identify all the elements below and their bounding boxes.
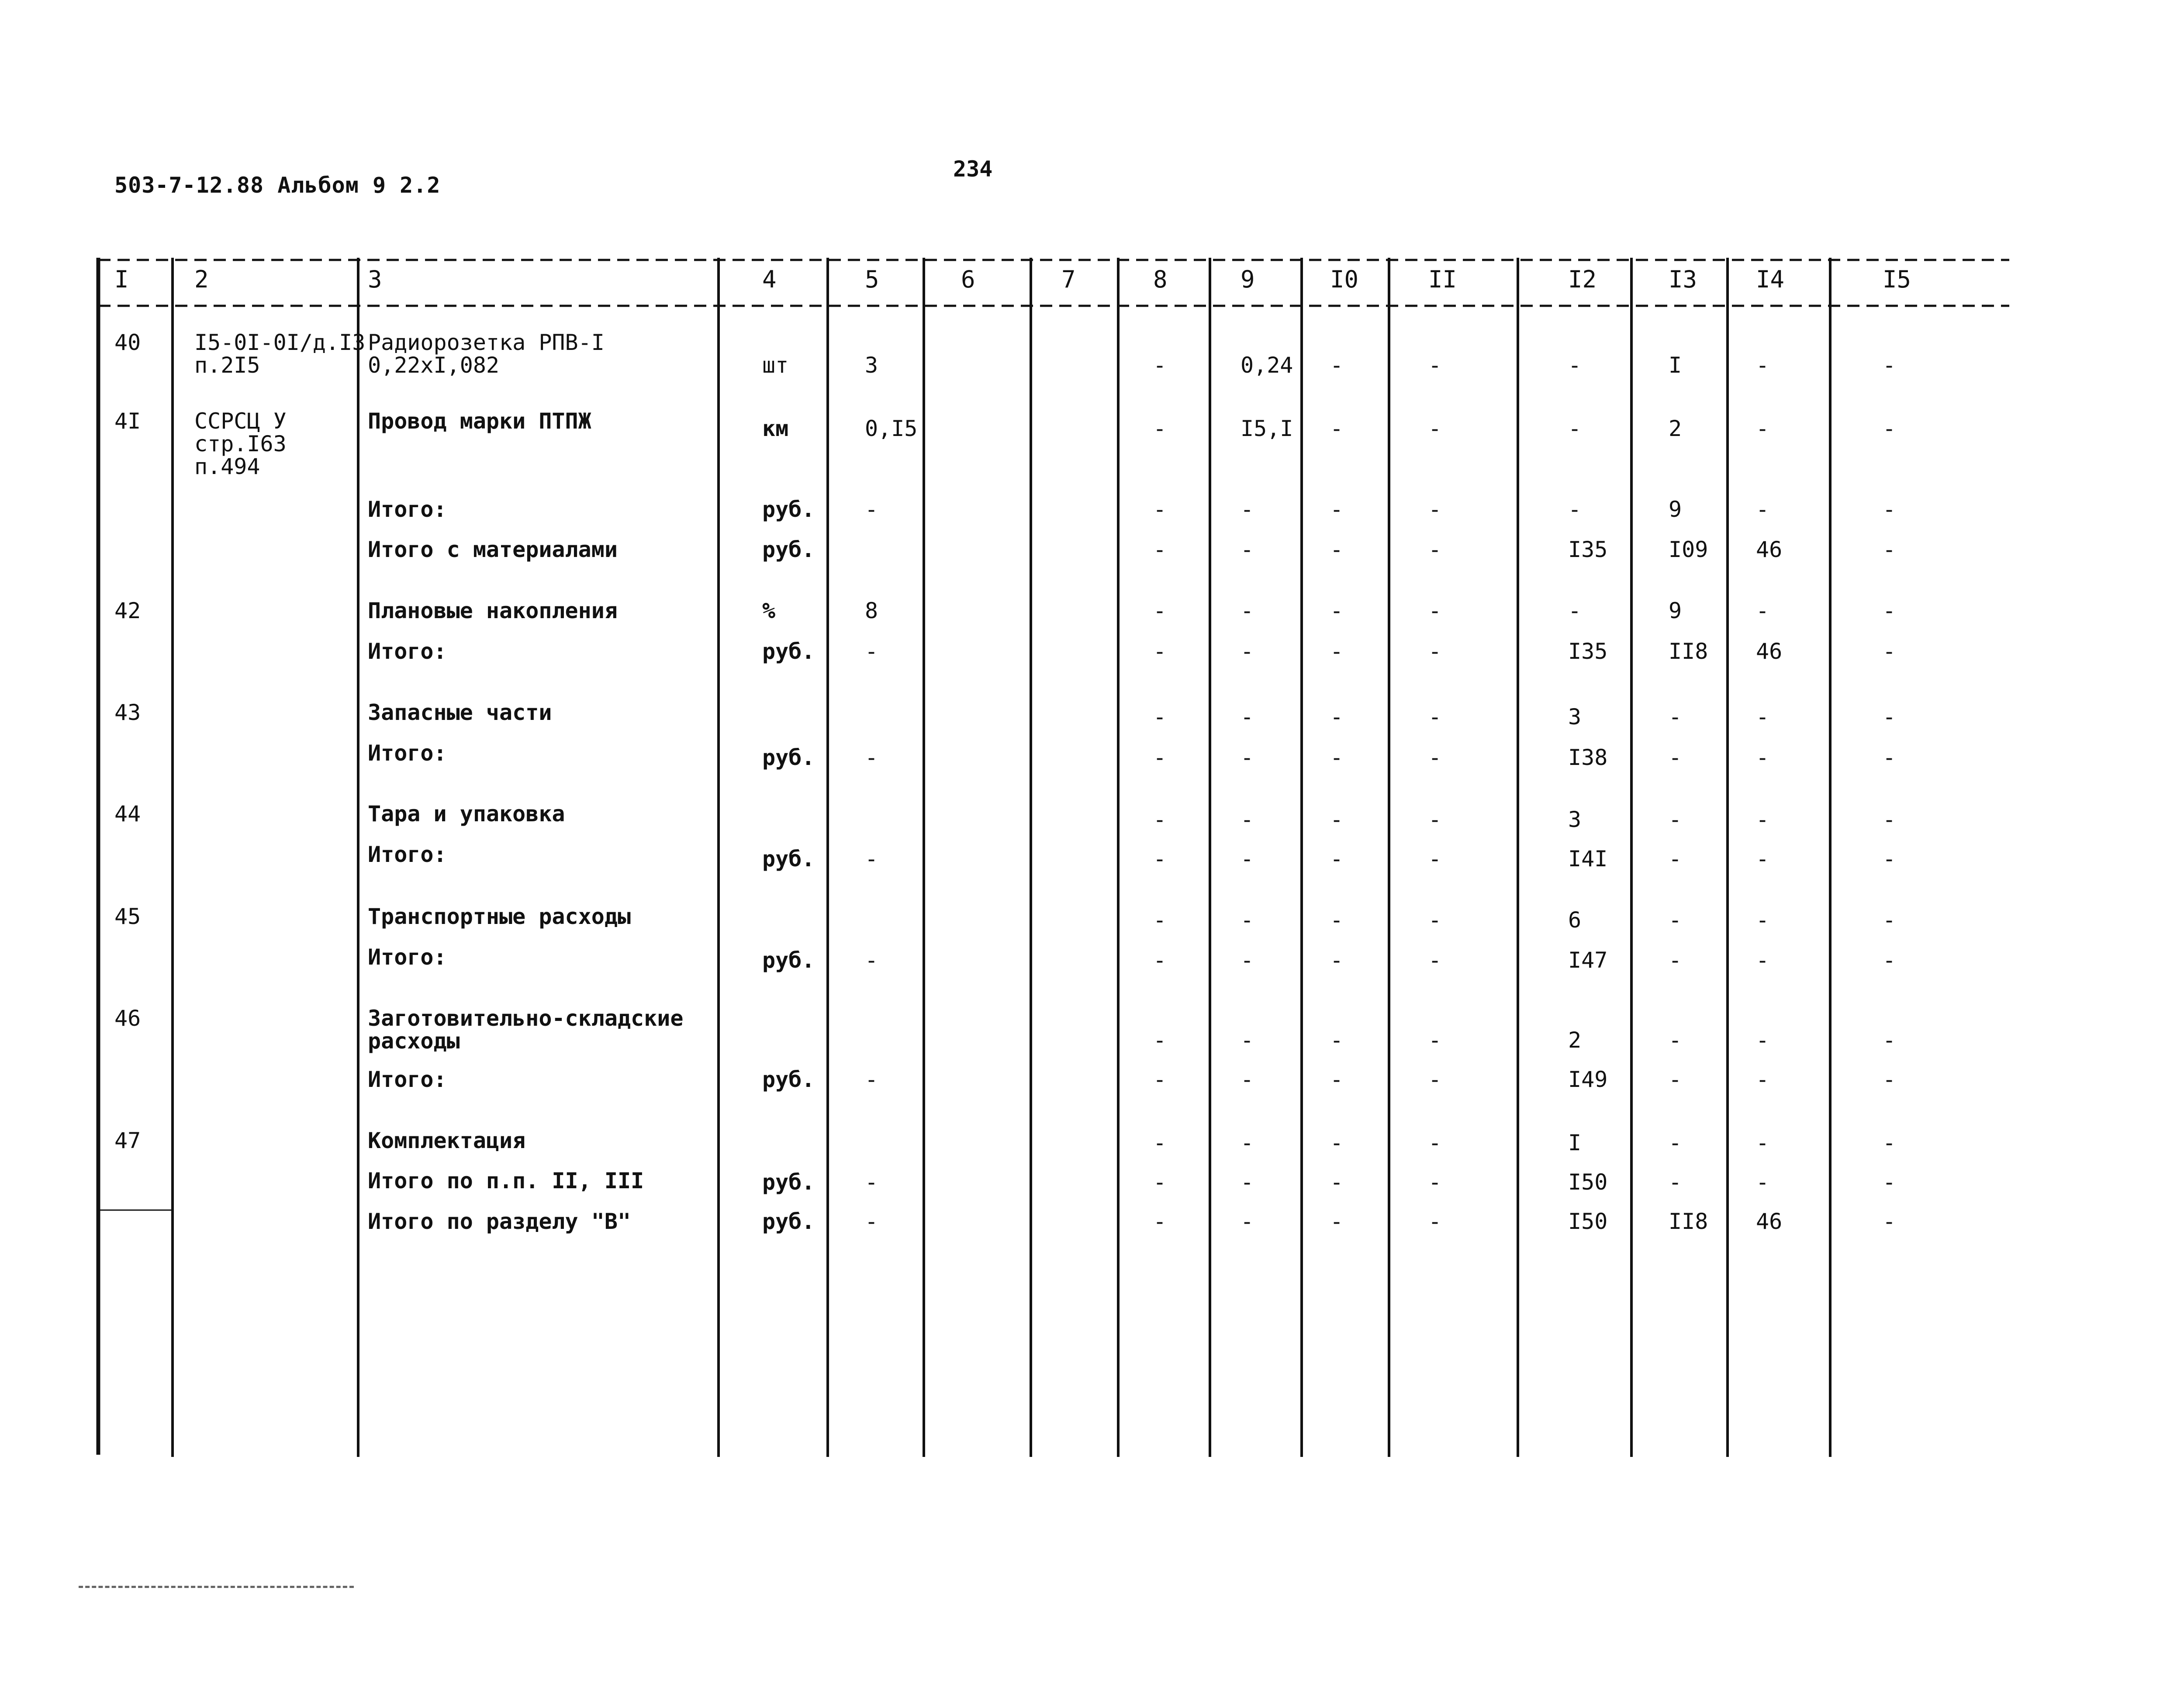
table-row-9-no: 44 xyxy=(114,801,141,827)
table-row-5-c14: - xyxy=(1756,598,1769,623)
table-row-4-c15: - xyxy=(1883,537,1896,562)
table-row-5-c5: 8 xyxy=(865,598,878,623)
table-row-1-c8: - xyxy=(1153,353,1167,378)
table-row-4-c14: 46 xyxy=(1756,537,1783,562)
table-row-10-c13: - xyxy=(1669,846,1682,872)
table-row-6-c11: - xyxy=(1428,639,1442,664)
table-row-13-c11: - xyxy=(1428,1027,1442,1053)
table-row-12-c5: - xyxy=(865,948,878,973)
table-row-3-c11: - xyxy=(1428,497,1442,522)
table-row-2-c14: - xyxy=(1756,416,1769,441)
table-row-17-c5: - xyxy=(865,1209,878,1234)
table-row-2-c12: - xyxy=(1568,416,1582,441)
table-row-7-c11: - xyxy=(1428,704,1442,730)
table-row-16-name: Итого по п.п. II, III xyxy=(368,1168,644,1193)
table-row-1-name: Радиорозетка РПВ-I 0,22хI,082 xyxy=(368,330,605,378)
table-row-1-c14: - xyxy=(1756,353,1769,378)
table-row-9-c9: - xyxy=(1241,807,1254,832)
table-row-9-c11: - xyxy=(1428,807,1442,832)
table-row-2-ref: ССРСЦ У стр.I63 п.494 xyxy=(194,408,287,479)
table-row-9-name: Тара и упаковка xyxy=(368,801,565,827)
table-row-16-c14: - xyxy=(1756,1169,1769,1195)
table-row-8-unit: руб. xyxy=(762,745,815,770)
table-row-3-c9: - xyxy=(1241,497,1254,522)
table-row-17-c10: - xyxy=(1330,1209,1344,1234)
table-row-8-c14: - xyxy=(1756,745,1769,770)
table-row-2-c5: 0,I5 xyxy=(865,416,918,441)
table-row-10-c15: - xyxy=(1883,846,1896,872)
table-row-12-c12: I47 xyxy=(1568,948,1608,973)
table-row-4-c12: I35 xyxy=(1568,537,1608,562)
header-cell-1: I xyxy=(114,266,129,293)
table-row-3-c10: - xyxy=(1330,497,1344,522)
table-row-6-c12: I35 xyxy=(1568,639,1608,664)
table-row-17-c13: II8 xyxy=(1669,1209,1708,1234)
table-row-5-c9: - xyxy=(1241,598,1254,623)
table-row-1-ref: I5-0I-0I/д.I3 п.2I5 xyxy=(194,330,366,378)
table-row-3-c8: - xyxy=(1153,497,1167,522)
table-row-15-c8: - xyxy=(1153,1130,1167,1155)
table-row-12-c11: - xyxy=(1428,948,1442,973)
table-row-1-c10: - xyxy=(1330,353,1344,378)
table-row-11-c10: - xyxy=(1330,907,1344,933)
table-row-11-c9: - xyxy=(1241,907,1254,933)
table-row-6-name: Итого: xyxy=(368,639,447,664)
table-row-3-c14: - xyxy=(1756,497,1769,522)
table-row-9-c10: - xyxy=(1330,807,1344,832)
table-row-13-c8: - xyxy=(1153,1027,1167,1053)
table-row-14-c15: - xyxy=(1883,1067,1896,1092)
table-row-17-c15: - xyxy=(1883,1209,1896,1234)
table-row-7-c13: - xyxy=(1669,704,1682,730)
table-row-15-c12: I xyxy=(1568,1130,1582,1155)
table-row-16-unit: руб. xyxy=(762,1169,815,1195)
table-row-3-c12: - xyxy=(1568,497,1582,522)
table-row-13-c12: 2 xyxy=(1568,1027,1582,1053)
header-cell-6: 6 xyxy=(961,266,975,293)
table-row-15-c11: - xyxy=(1428,1130,1442,1155)
table-row-17-unit: руб. xyxy=(762,1209,815,1234)
table-row-16-c10: - xyxy=(1330,1169,1344,1195)
table-row-7-c8: - xyxy=(1153,704,1167,730)
table-row-7-c15: - xyxy=(1883,704,1896,730)
table-row-2-no: 4I xyxy=(114,408,141,434)
table-row-8-name: Итого: xyxy=(368,740,447,766)
table-row-3-unit: руб. xyxy=(762,497,815,522)
table-row-12-c10: - xyxy=(1330,948,1344,973)
table-row-4-unit: руб. xyxy=(762,537,815,562)
header-cell-14: I4 xyxy=(1756,266,1785,293)
table-row-9-c15: - xyxy=(1883,807,1896,832)
table-row-10-c11: - xyxy=(1428,846,1442,872)
footer-rule xyxy=(79,1586,354,1588)
table-row-12-unit: руб. xyxy=(762,948,815,973)
table-row-5-no: 42 xyxy=(114,598,141,623)
table-row-15-no: 47 xyxy=(114,1128,141,1153)
table-row-5-c15: - xyxy=(1883,598,1896,623)
table-row-11-c12: 6 xyxy=(1568,907,1582,933)
table-row-3-c13: 9 xyxy=(1669,497,1682,522)
table-row-1-unit: шт xyxy=(762,353,789,378)
table-row-8-c9: - xyxy=(1241,745,1254,770)
header-cell-11: II xyxy=(1428,266,1457,293)
table-row-13-c9: - xyxy=(1241,1027,1254,1053)
table-row-11-c13: - xyxy=(1669,907,1682,933)
header-cell-13: I3 xyxy=(1669,266,1697,293)
table-row-10-name: Итого: xyxy=(368,842,447,867)
table-row-14-unit: руб. xyxy=(762,1067,815,1092)
table-row-5-unit: % xyxy=(762,598,776,623)
page-number: 234 xyxy=(953,156,993,182)
table-row-6-c5: - xyxy=(865,639,878,664)
table-row-6-c13: II8 xyxy=(1669,639,1708,664)
table-row-8-c5: - xyxy=(865,745,878,770)
table-row-14-c9: - xyxy=(1241,1067,1254,1092)
table-row-3-c5: - xyxy=(865,497,878,522)
table-row-3-c15: - xyxy=(1883,497,1896,522)
table-row-15-c10: - xyxy=(1330,1130,1344,1155)
table-row-9-c14: - xyxy=(1756,807,1769,832)
table-row-14-c14: - xyxy=(1756,1067,1769,1092)
table-row-1-c11: - xyxy=(1428,353,1442,378)
header-cell-2: 2 xyxy=(194,266,209,293)
table-row-5-c8: - xyxy=(1153,598,1167,623)
table-row-1-c12: - xyxy=(1568,353,1582,378)
table-row-13-c14: - xyxy=(1756,1027,1769,1053)
table-row-7-c9: - xyxy=(1241,704,1254,730)
table-row-4-c9: - xyxy=(1241,537,1254,562)
table-row-8-c10: - xyxy=(1330,745,1344,770)
table-row-3-name: Итого: xyxy=(368,497,447,522)
table-row-2-c13: 2 xyxy=(1669,416,1682,441)
table-row-16-c8: - xyxy=(1153,1169,1167,1195)
table-row-10-c8: - xyxy=(1153,846,1167,872)
header-cell-3: 3 xyxy=(368,266,382,293)
table-row-6-c10: - xyxy=(1330,639,1344,664)
table-row-10-c12: I4I xyxy=(1568,846,1608,872)
table-row-8-c8: - xyxy=(1153,745,1167,770)
table-row-12-c15: - xyxy=(1883,948,1896,973)
table-row-7-c10: - xyxy=(1330,704,1344,730)
table-row-8-c12: I38 xyxy=(1568,745,1608,770)
table-row-6-c15: - xyxy=(1883,639,1896,664)
table-row-13-no: 46 xyxy=(114,1006,141,1031)
header-cell-7: 7 xyxy=(1061,266,1076,293)
table-row-5-c12: - xyxy=(1568,598,1582,623)
table-row-10-c14: - xyxy=(1756,846,1769,872)
table-row-13-c10: - xyxy=(1330,1027,1344,1053)
table-row-11-c8: - xyxy=(1153,907,1167,933)
header-cell-12: I2 xyxy=(1568,266,1597,293)
table-row-10-c10: - xyxy=(1330,846,1344,872)
table-row-14-c8: - xyxy=(1153,1067,1167,1092)
table-row-13-c13: - xyxy=(1669,1027,1682,1053)
table-row-16-c9: - xyxy=(1241,1169,1254,1195)
table-row-8-c13: - xyxy=(1669,745,1682,770)
table-row-17-c14: 46 xyxy=(1756,1209,1783,1234)
table-row-12-name: Итого: xyxy=(368,944,447,970)
table-row-7-c14: - xyxy=(1756,704,1769,730)
table-row-17-name: Итого по разделу "В" xyxy=(368,1209,631,1234)
table-row-14-c5: - xyxy=(865,1067,878,1092)
table-row-12-c14: - xyxy=(1756,948,1769,973)
table-row-12-c13: - xyxy=(1669,948,1682,973)
header-cell-4: 4 xyxy=(762,266,777,293)
table-row-17-c9: - xyxy=(1241,1209,1254,1234)
table-row-1-c9: 0,24 xyxy=(1241,353,1293,378)
table-row-12-c8: - xyxy=(1153,948,1167,973)
table-row-4-name: Итого с материалами xyxy=(368,537,618,562)
table-row-17-c11: - xyxy=(1428,1209,1442,1234)
header-cell-10: I0 xyxy=(1330,266,1359,293)
table-row-16-c5: - xyxy=(865,1169,878,1195)
table-row-17-c8: - xyxy=(1153,1209,1167,1234)
table-row-2-name: Провод марки ПТПЖ xyxy=(368,408,591,434)
table-row-11-no: 45 xyxy=(114,904,141,929)
table-row-14-c13: - xyxy=(1669,1067,1682,1092)
table-row-9-c13: - xyxy=(1669,807,1682,832)
table-row-8-c11: - xyxy=(1428,745,1442,770)
table-row-1-c15: - xyxy=(1883,353,1896,378)
table-row-6-c8: - xyxy=(1153,639,1167,664)
table-row-11-name: Транспортные расходы xyxy=(368,904,631,929)
table-row-4-c10: - xyxy=(1330,537,1344,562)
table-row-14-c12: I49 xyxy=(1568,1067,1608,1092)
table-row-15-c13: - xyxy=(1669,1130,1682,1155)
table-row-10-unit: руб. xyxy=(762,846,815,872)
table-row-6-c9: - xyxy=(1241,639,1254,664)
table-row-2-unit: км xyxy=(762,416,789,441)
table-row-12-c9: - xyxy=(1241,948,1254,973)
table-row-16-c11: - xyxy=(1428,1169,1442,1195)
table-row-11-c11: - xyxy=(1428,907,1442,933)
table-row-4-c8: - xyxy=(1153,537,1167,562)
table-row-7-no: 43 xyxy=(114,700,141,725)
table-row-8-c15: - xyxy=(1883,745,1896,770)
table-row-17-c12: I50 xyxy=(1568,1209,1608,1234)
table-row-13-name: Заготовительно-складские расходы xyxy=(368,1006,684,1054)
table-row-13-c15: - xyxy=(1883,1027,1896,1053)
table-row-11-c14: - xyxy=(1756,907,1769,933)
table-row-2-c11: - xyxy=(1428,416,1442,441)
header-cell-9: 9 xyxy=(1241,266,1255,293)
table-row-10-c5: - xyxy=(865,846,878,872)
table-row-7-c12: 3 xyxy=(1568,704,1582,730)
table-row-6-unit: руб. xyxy=(762,639,815,664)
table-row-5-c10: - xyxy=(1330,598,1344,623)
table-row-11-c15: - xyxy=(1883,907,1896,933)
table-row-5-c11: - xyxy=(1428,598,1442,623)
table-row-14-name: Итого: xyxy=(368,1067,447,1092)
table-row-15-name: Комплектация xyxy=(368,1128,526,1153)
table-row-2-c9: I5,I xyxy=(1241,416,1293,441)
table-row-9-c12: 3 xyxy=(1568,807,1582,832)
document-code: 503-7-12.88 Альбом 9 2.2 xyxy=(114,173,441,198)
header-cell-5: 5 xyxy=(865,266,879,293)
table-row-14-c11: - xyxy=(1428,1067,1442,1092)
table-row-7-name: Запасные части xyxy=(368,700,552,725)
table-row-9-c8: - xyxy=(1153,807,1167,832)
table-row-15-c9: - xyxy=(1241,1130,1254,1155)
table-row-2-c8: - xyxy=(1153,416,1167,441)
table-row-4-c11: - xyxy=(1428,537,1442,562)
table-row-10-c9: - xyxy=(1241,846,1254,872)
table-row-16-c12: I50 xyxy=(1568,1169,1608,1195)
table-row-1-no: 40 xyxy=(114,330,141,355)
table-row-5-name: Плановые накопления xyxy=(368,598,618,623)
table-row-4-c13: I09 xyxy=(1669,537,1708,562)
table-row-16-c13: - xyxy=(1669,1169,1682,1195)
table-row-1-c13: I xyxy=(1669,353,1682,378)
table-row-2-c15: - xyxy=(1883,416,1896,441)
table-row-16-c15: - xyxy=(1883,1169,1896,1195)
table-row-5-c13: 9 xyxy=(1669,598,1682,623)
table-row-6-c14: 46 xyxy=(1756,639,1783,664)
header-cell-15: I5 xyxy=(1883,266,1911,293)
table-row-14-c10: - xyxy=(1330,1067,1344,1092)
table-row-15-c14: - xyxy=(1756,1130,1769,1155)
table-row-2-c10: - xyxy=(1330,416,1344,441)
table-row-1-c5: 3 xyxy=(865,353,878,378)
table-row-15-c15: - xyxy=(1883,1130,1896,1155)
header-cell-8: 8 xyxy=(1153,266,1168,293)
